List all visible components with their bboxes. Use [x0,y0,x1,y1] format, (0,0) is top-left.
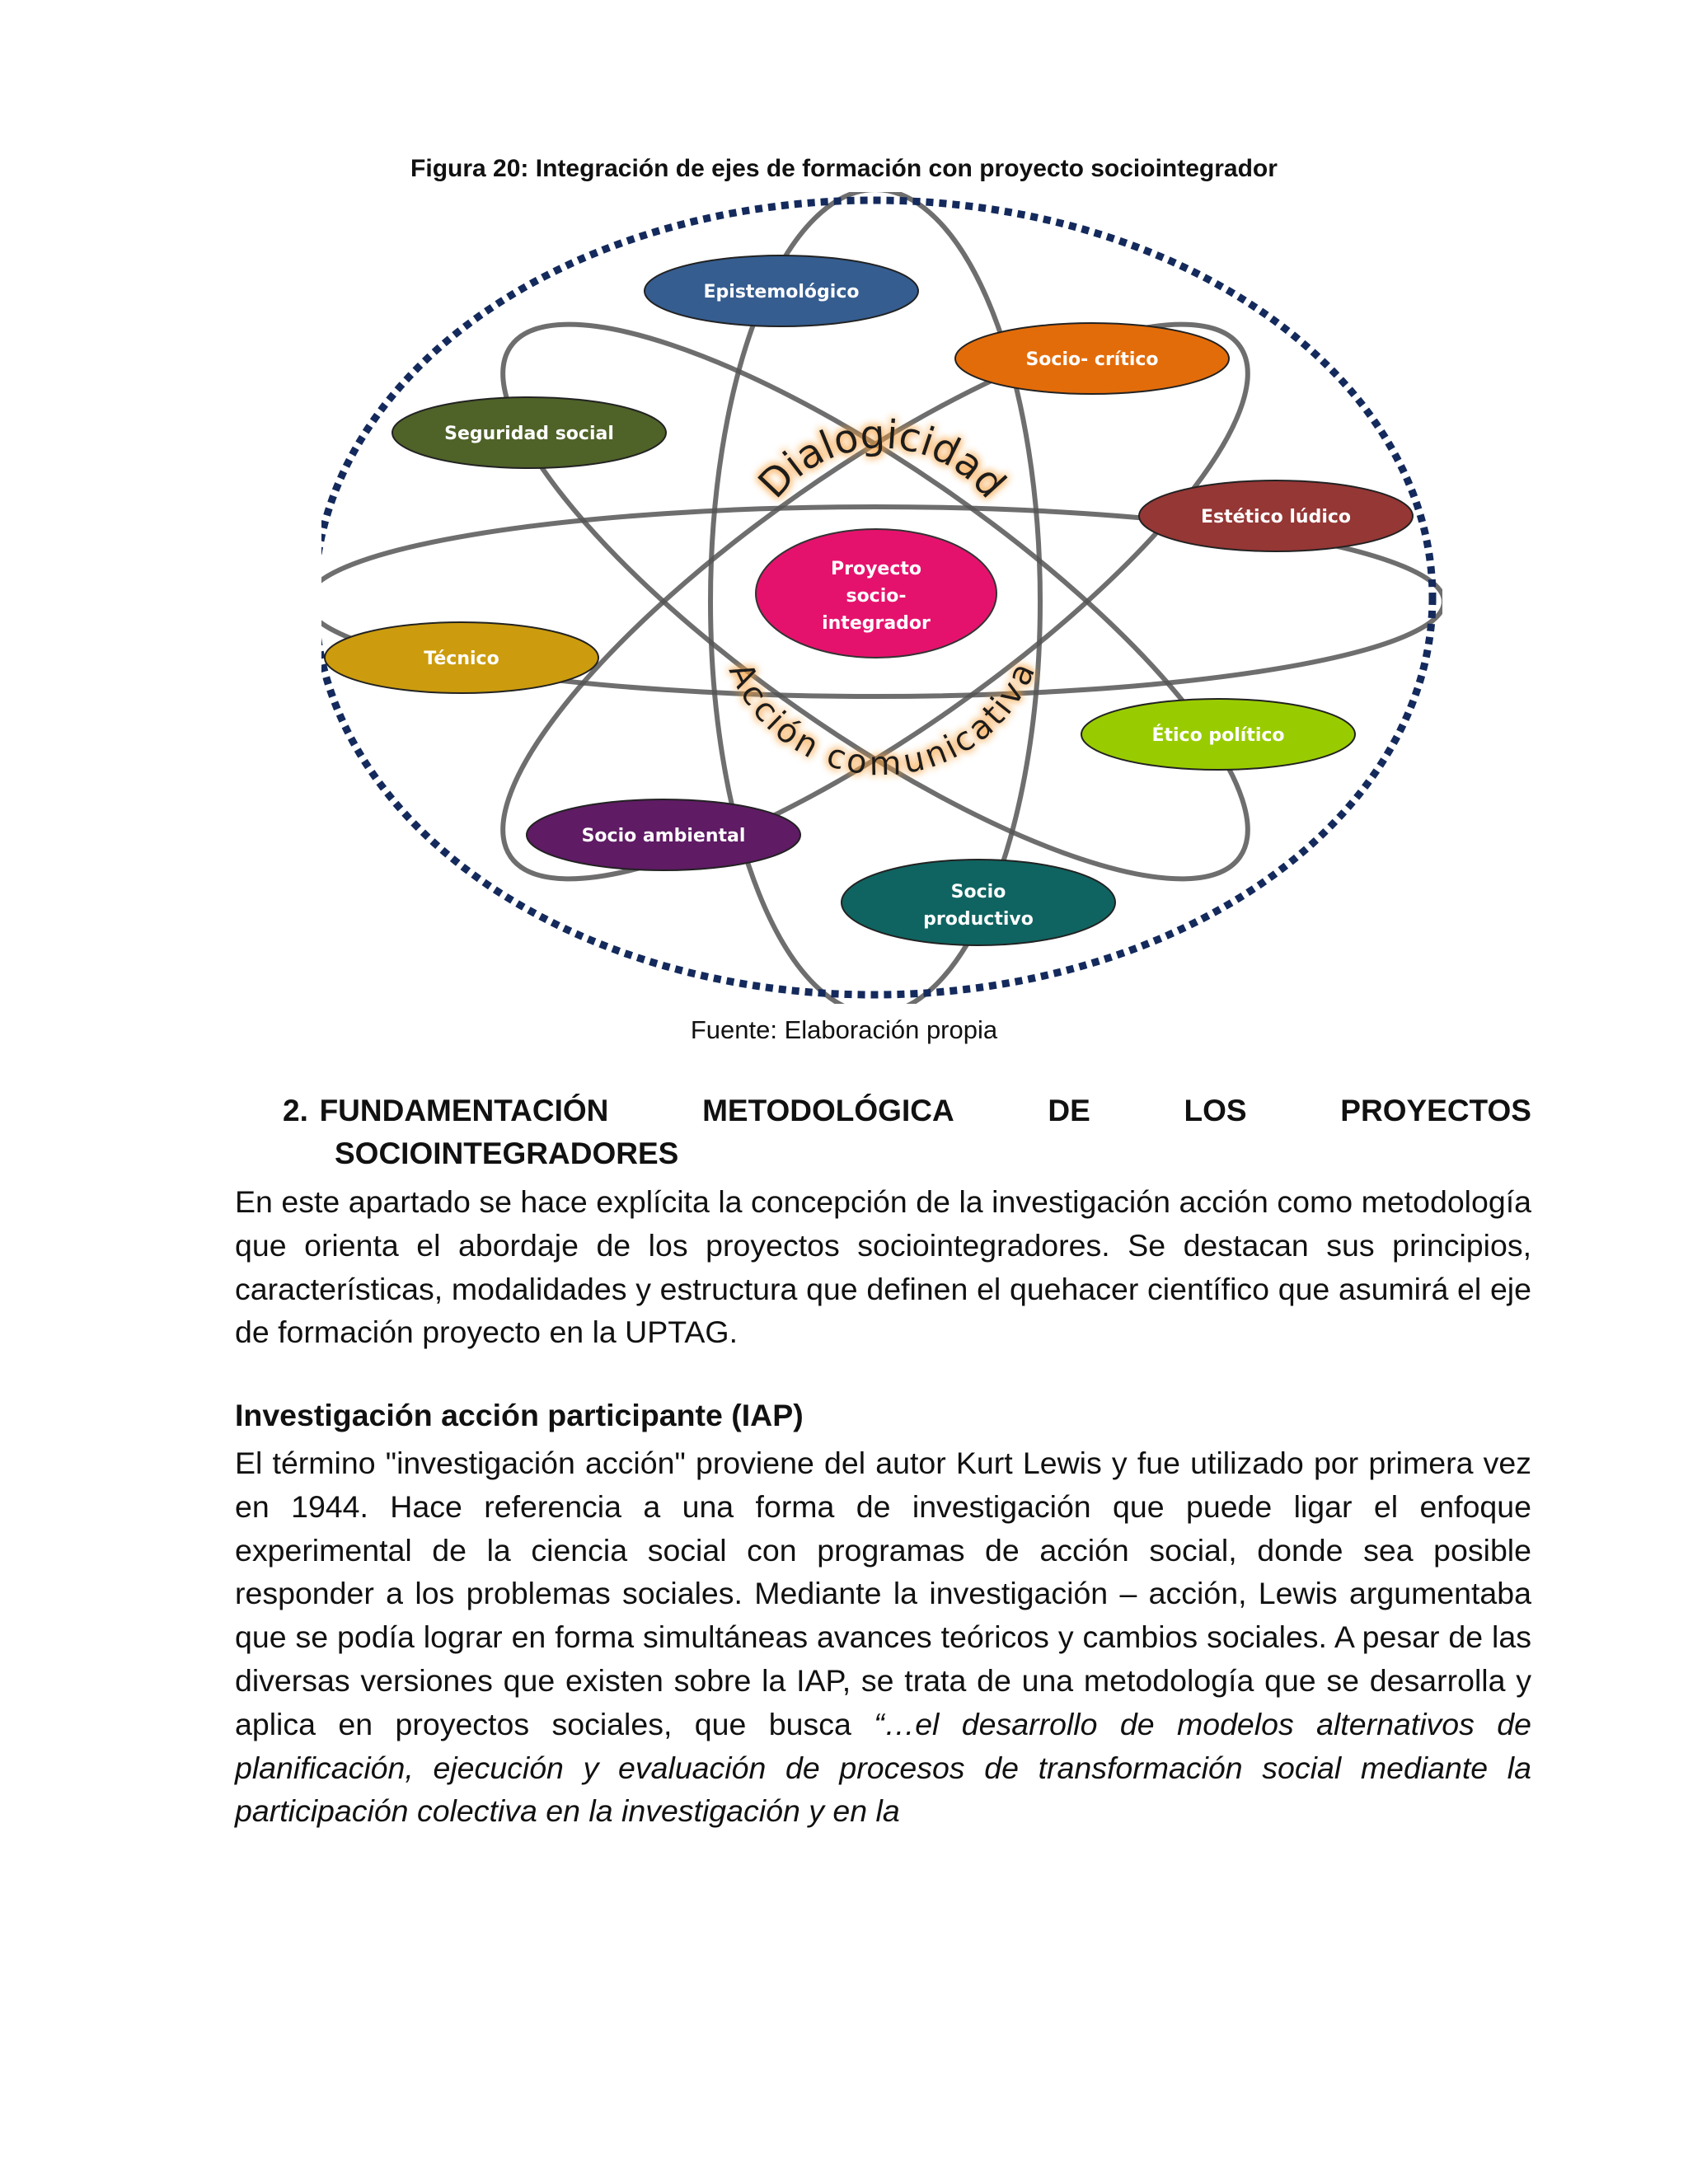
center-line-3: integrador [822,613,931,634]
axis-label-productivo: productivo [923,909,1034,930]
heading-word-5: PROYECTOS [1340,1094,1531,1127]
axis-socio-critico [955,323,1229,394]
heading-word-3: DE [1048,1094,1090,1127]
heading-word-4: LOS [1184,1094,1247,1127]
atom-diagram [321,192,1442,1004]
iap-paragraph [235,1441,1531,1833]
section-heading [283,1090,1531,1175]
section-heading-line-1 [283,1090,1531,1132]
axis-socio-productivo [842,860,1115,945]
section-heading-line-2: SOCIOINTEGRADORES [335,1137,679,1170]
axis-label-etico-politico: Ético político [1151,725,1285,746]
axis-label-estetico-ludico: Estético lúdico [1200,507,1352,527]
axis-label-seguridad-social: Seguridad social [444,424,614,444]
axis-epistemologico [645,255,918,326]
arc-top-text: Dialogicidad [749,411,1015,508]
axis-label-socio: Socio [950,882,1006,902]
axis-label-socio-critico: Socio- crítico [1025,349,1159,370]
iap-quote: “…el desarrollo de modelos alternativos de planificación, ejecución y evaluación de procesos de transformación social mediante la participación colectiva en la investigación y en la [235,1706,1531,1829]
figure-source: Fuente: Elaboración propia [690,1015,998,1044]
axis-label-epistemologico: Epistemológico [703,282,860,302]
iap-paragraph-text: El término "investigación acción" proviene del autor Kurt Lewis y fue utilizado por primera vez en 1944. Hace referencia a una forma de investigación que puede ligar el enfoque experimental de la ciencia social con programas de acción social, donde sea posible responder a los problemas sociales. Mediante la investigación – acción, Lewis argumentaba que se podía lograr en forma simultáneas avances teóricos y cambios sociales. A pesar de las diversas versiones que existen sobre la IAP, se trata de una metodología que se desarrolla y aplica en proyectos sociales, que busca [235,1446,1531,1741]
iap-heading: Investigación acción participante (IAP) [235,1398,804,1432]
diagram-svg [321,192,1442,1004]
center-line-2: socio- [846,586,907,607]
axis-label-socio-ambiental: Socio ambiental [581,826,746,846]
arc-bottom-text: Acción comunicativa [720,657,1043,784]
figure-title: Figura 20: Integración de ejes de formación con proyecto sociointegrador [410,155,1278,182]
section-paragraph: En este apartado se hace explícita la concepción de la investigación acción como metodología que orienta el abordaje de los proyectos sociointegradores. Se destacan sus principios, características, modalidades y estructura que definen el quehacer científico que asumirá el eje de formación proyecto en la UPTAG. [235,1184,1531,1350]
center-line-1: Proyecto [830,559,922,579]
arc-top-label [749,411,1015,507]
axis-socio-ambiental [527,799,800,870]
axis-seguridad-social [392,397,666,468]
axis-estetico-ludico [1139,480,1413,551]
axis-etico-politico [1081,699,1355,770]
section-number: 2. [283,1094,308,1127]
axis-tecnico [325,622,598,693]
heading-word-1: FUNDAMENTACIÓN [319,1094,609,1127]
center-node [756,529,996,658]
heading-word-2: METODOLÓGICA [702,1094,954,1127]
axis-label-tecnico: Técnico [424,649,499,669]
